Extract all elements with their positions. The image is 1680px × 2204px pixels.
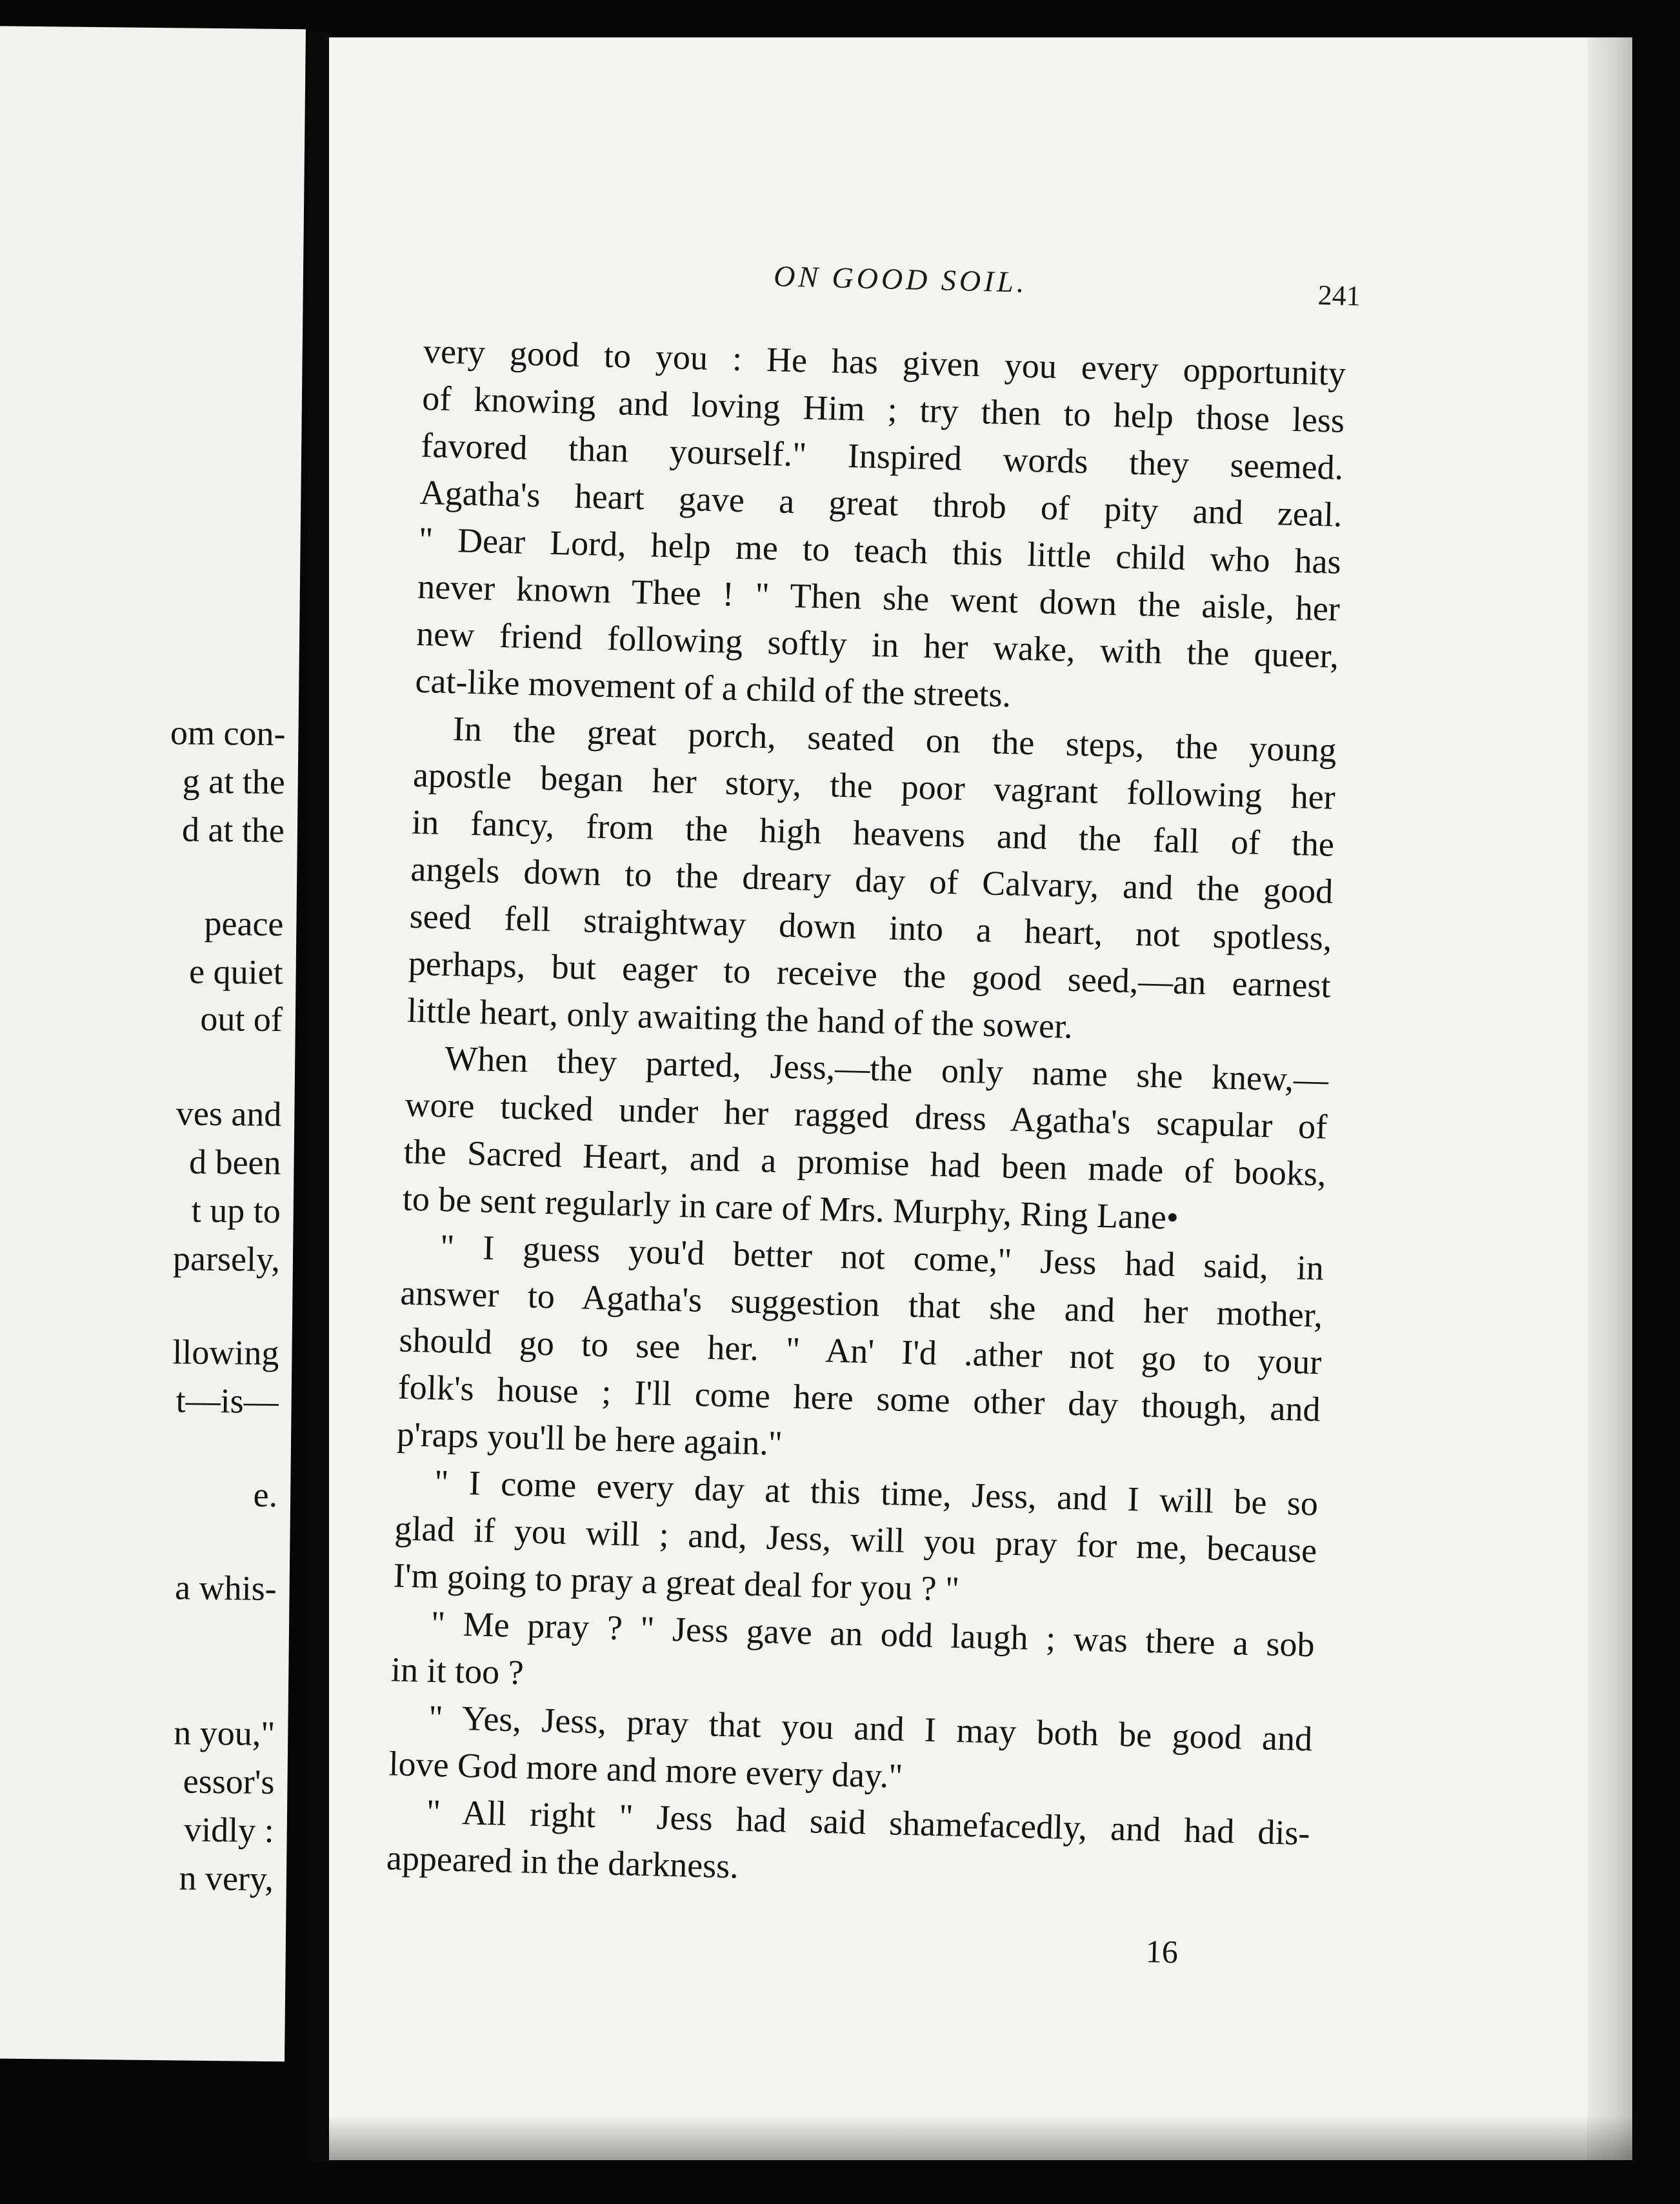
left-page-line: vidly : (183, 1810, 275, 1850)
text-line: answer to Agatha's suggestion that she and her mother, (399, 1273, 1323, 1335)
left-page-line: ves and (175, 1094, 282, 1134)
left-page-line: out of (200, 999, 283, 1039)
text-line: new friend following softly in her wake, with the queer, (415, 614, 1339, 676)
text-line: " I come every day at this time, Jess, and I will be so (434, 1462, 1319, 1523)
text-line: to be sent regularly in care of Mrs. Murphy, Ring Lane• (402, 1179, 1179, 1237)
left-page-line: t up to (191, 1190, 281, 1231)
text-line: " Yes, Jess, pray that you and I may both be good and (428, 1698, 1313, 1759)
left-page-line: g at the (182, 761, 286, 802)
text-line: " I guess you'd better not come," Jess had said, in (439, 1227, 1325, 1288)
text-line: " Me pray ? " Jess gave an odd laugh ; was there a sob (430, 1603, 1315, 1665)
text-line: of knowing and loving Him ; try then to help those less (421, 378, 1345, 440)
text-line: in fancy, from the high heavens and the fall of the (411, 802, 1335, 864)
paragraph (406, 705, 1337, 1057)
left-page-line: n very, (179, 1858, 274, 1899)
text-line: the Sacred Heart, and a promise had been made of books, (403, 1132, 1327, 1194)
left-page-line: om con- (170, 713, 286, 754)
left-page-line: e quiet (188, 952, 283, 992)
text-line: seed fell straightway down into a heart, not spotless, (409, 896, 1333, 958)
text-line: favored than yourself." Inspired words they seemed. (420, 425, 1344, 487)
page-edge (1587, 37, 1632, 2160)
paragraph (402, 1034, 1329, 1245)
text-line: appeared in the darkness. (386, 1838, 739, 1886)
left-page-line: e. (253, 1475, 278, 1515)
body-text (386, 328, 1346, 1904)
text-line: " All right " Jess had said shamefacedly, and had dis- (426, 1792, 1311, 1853)
left-page-line: peace (204, 903, 284, 944)
paragraph (393, 1458, 1319, 1621)
text-line: When they parted, Jess,—the only name she knew,— (444, 1039, 1329, 1099)
paragraph (396, 1223, 1324, 1481)
paragraph (415, 328, 1346, 727)
left-facing-page (0, 26, 306, 2061)
signature-mark: 16 (1145, 1933, 1179, 1970)
text-line: perhaps, but eager to receive the good seed,—an earnest (408, 943, 1332, 1005)
text-block (385, 250, 1361, 1974)
text-line: p'raps you'll be here again." (396, 1414, 783, 1463)
right-page (329, 37, 1632, 2160)
left-page-line: essor's (183, 1761, 275, 1802)
text-line: " Dear Lord, help me to teach this little child who has (418, 519, 1342, 581)
running-head-title: ON GOOD SOIL. (773, 259, 1028, 299)
left-page-line: d at the (181, 810, 285, 850)
left-page-line: parsely, (172, 1239, 281, 1279)
text-line: never known Thee ! " Then she went down the aisle, her (417, 566, 1341, 628)
text-line: wore tucked under her ragged dress Agatha's scapular of (404, 1085, 1328, 1147)
left-page-line: t—is— (175, 1381, 279, 1421)
text-line: glad if you will ; and, Jess, will you pray for me, because (394, 1508, 1317, 1570)
text-line: cat-like movement of a child of the streets. (414, 661, 1012, 715)
text-line: angels down to the dreary day of Calvary, and the good (410, 849, 1334, 911)
left-page-line: d been (188, 1142, 281, 1183)
text-line: very good to you : He has given you every opportunity (423, 331, 1346, 393)
text-line: folk's house ; I'll come here some other day though, and (397, 1367, 1321, 1429)
left-page-line: llowing (172, 1332, 279, 1373)
text-line: little heart, only awaiting the hand of the sower. (406, 990, 1074, 1046)
left-page-line: a whis- (174, 1568, 277, 1608)
text-line: Agatha's heart gave a great throb of pity and zeal. (419, 472, 1343, 534)
text-line: should go to see her. " An' I'd .ather not go to your (399, 1320, 1323, 1382)
text-line: I'm going to pray a great deal for you ? " (393, 1556, 960, 1608)
left-page-line: n you," (173, 1713, 275, 1754)
bottom-shadow (329, 2115, 1632, 2160)
left-page-text (0, 26, 293, 2061)
page-number: 241 (1317, 279, 1361, 312)
text-line: In the great porch, seated on the steps, the young (452, 709, 1337, 770)
text-line: in it too ? (390, 1650, 525, 1692)
book-gutter (308, 32, 332, 2161)
text-line: love God more and more every day." (388, 1744, 903, 1796)
text-line: apostle began her story, the poor vagrant following her (412, 755, 1336, 817)
